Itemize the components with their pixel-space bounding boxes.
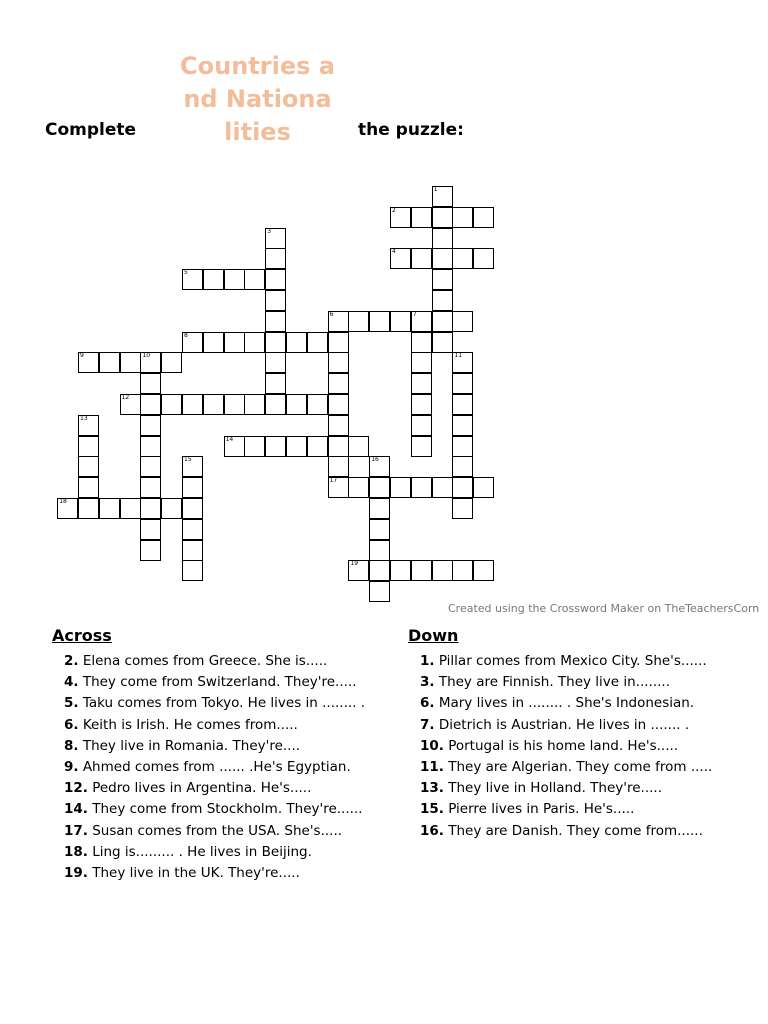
clue-text: Pierre lives in Paris. He's..... <box>443 801 635 818</box>
crossword-cell[interactable] <box>120 498 141 519</box>
crossword-cell[interactable] <box>265 373 286 394</box>
clue-number: 2 <box>392 206 396 214</box>
crossword-cell[interactable] <box>161 498 182 519</box>
clue-text: Susan comes from the USA. She's..... <box>87 822 343 839</box>
crossword-cell[interactable] <box>452 436 473 457</box>
clue-number: 10 <box>142 352 151 360</box>
crossword-cell[interactable] <box>452 415 473 436</box>
instruction-trail: the puzzle: <box>358 120 464 140</box>
across-clue <box>52 757 365 778</box>
crossword-cell[interactable] <box>473 248 494 269</box>
crossword-cell[interactable] <box>307 394 328 415</box>
crossword-cell[interactable] <box>203 394 224 415</box>
across-clue <box>52 693 365 714</box>
clue-number: 3 <box>267 227 272 235</box>
crossword-cell[interactable] <box>161 352 182 373</box>
crossword-cell[interactable] <box>328 352 349 373</box>
crossword-cell[interactable] <box>244 436 265 457</box>
clue-number: 8 <box>184 331 188 339</box>
clue-text: They are Finnish. They live in........ <box>434 674 671 691</box>
clue-number-label: 19. <box>64 864 88 881</box>
crossword-cell[interactable] <box>224 269 245 290</box>
crossword-cell[interactable] <box>411 415 432 436</box>
crossword-cell[interactable] <box>432 207 453 228</box>
clue-text: Mary lives in ........ . She's Indonesian. <box>434 695 695 712</box>
clue-number-label: 7. <box>420 716 435 733</box>
crossword-cell[interactable] <box>348 560 369 581</box>
crossword-cell[interactable] <box>286 436 307 457</box>
clue-number-label: 4. <box>64 674 79 691</box>
crossword-cell[interactable] <box>369 456 390 477</box>
crossword-cell[interactable] <box>78 352 99 373</box>
clue-number: 14 <box>225 435 234 443</box>
crossword-cell[interactable] <box>432 269 453 290</box>
crossword-cell[interactable] <box>328 456 349 477</box>
crossword-cell[interactable] <box>411 311 432 332</box>
crossword-cell[interactable] <box>224 436 245 457</box>
crossword-cell[interactable] <box>140 394 161 415</box>
crossword-cell[interactable] <box>99 352 120 373</box>
crossword-cell[interactable] <box>265 248 286 269</box>
crossword-cell[interactable] <box>203 269 224 290</box>
clue-text: Pillar comes from Mexico City. She's...... <box>434 653 707 669</box>
clue-number: 15 <box>184 456 192 464</box>
across-clue <box>52 778 365 799</box>
clue-number: 16 <box>371 456 379 464</box>
down-clue <box>408 693 712 714</box>
crossword-cell[interactable] <box>265 311 286 332</box>
across-clue <box>52 651 365 672</box>
across-clue <box>52 799 365 820</box>
across-clue-list <box>52 651 365 884</box>
crossword-cell[interactable] <box>432 248 453 269</box>
crossword-cell[interactable] <box>411 436 432 457</box>
down-clue <box>408 736 712 757</box>
crossword-cell[interactable] <box>328 394 349 415</box>
crossword-cell[interactable] <box>78 498 99 519</box>
clue-text: Pedro lives in Argentina. He's..... <box>87 780 312 797</box>
crossword-cell[interactable] <box>120 352 141 373</box>
clue-number: 6 <box>329 310 334 318</box>
crossword-cell[interactable] <box>140 498 161 519</box>
crossword-cell[interactable] <box>182 540 203 561</box>
clue-number: 5 <box>184 269 188 277</box>
crossword-cell[interactable] <box>411 477 432 498</box>
down-clue <box>408 778 712 799</box>
crossword-cell[interactable] <box>57 498 78 519</box>
clue-text: They come from Switzerland. They're..... <box>78 674 357 691</box>
crossword-cell[interactable] <box>411 560 432 581</box>
clue-number-label: 2. <box>64 653 79 669</box>
clue-text: They live in Romania. They're.... <box>78 737 301 754</box>
crossword-cell[interactable] <box>182 332 203 353</box>
crossword-cell[interactable] <box>390 207 411 228</box>
clue-number-label: 6. <box>64 716 79 733</box>
clue-text: Keith is Irish. He comes from..... <box>78 716 298 733</box>
crossword-cell[interactable] <box>452 560 473 581</box>
clue-text: They come from Stockholm. They're...... <box>87 801 363 818</box>
crossword-cell[interactable] <box>369 540 390 561</box>
crossword-cell[interactable] <box>78 415 99 436</box>
crossword-cell[interactable] <box>140 477 161 498</box>
clue-number-label: 5. <box>64 695 79 712</box>
clue-number-label: 18. <box>64 843 88 860</box>
crossword-cell[interactable] <box>265 269 286 290</box>
clue-text: Ahmed comes from ...... .He's Egyptian. <box>78 758 351 775</box>
crossword-cell[interactable] <box>140 456 161 477</box>
credit-text: Created using the Crossword Maker on TheTeachersCorn <box>448 602 760 615</box>
crossword-cell[interactable] <box>161 394 182 415</box>
crossword-cell[interactable] <box>432 332 453 353</box>
crossword-cell[interactable] <box>140 436 161 457</box>
across-clue <box>52 821 365 842</box>
crossword-cell[interactable] <box>348 311 369 332</box>
clue-number-label: 14. <box>64 801 88 818</box>
clue-number: 11 <box>454 352 463 360</box>
crossword-cell[interactable] <box>411 332 432 353</box>
crossword-cell[interactable] <box>78 477 99 498</box>
clue-text: Elena comes from Greece. She is..... <box>78 653 328 669</box>
crossword-cell[interactable] <box>411 207 432 228</box>
clue-number: 19 <box>350 560 359 568</box>
down-heading: Down <box>408 626 459 645</box>
crossword-cell[interactable] <box>432 560 453 581</box>
crossword-cell[interactable] <box>452 394 473 415</box>
crossword-cell[interactable] <box>328 477 349 498</box>
crossword-cell[interactable] <box>244 394 265 415</box>
page-title: Countries and Nationalities <box>180 52 335 146</box>
clue-text: Ling is......... . He lives in Beijing. <box>87 843 312 860</box>
crossword-cell[interactable] <box>411 352 432 373</box>
crossword-cell[interactable] <box>328 436 349 457</box>
crossword-cell[interactable] <box>265 332 286 353</box>
clue-text: They live in Holland. They're..... <box>443 780 663 797</box>
clue-text: Dietrich is Austrian. He lives in ....... . <box>434 716 690 733</box>
crossword-cell[interactable] <box>78 456 99 477</box>
crossword-cell[interactable] <box>140 373 161 394</box>
crossword-cell[interactable] <box>452 498 473 519</box>
across-heading: Across <box>52 626 112 645</box>
crossword-cell[interactable] <box>78 436 99 457</box>
clue-text: Taku comes from Tokyo. He lives in ........ . <box>78 695 366 712</box>
clue-number-label: 1. <box>420 653 435 669</box>
crossword-cell[interactable] <box>286 394 307 415</box>
crossword-cell[interactable] <box>328 332 349 353</box>
down-clue <box>408 821 712 842</box>
down-clue <box>408 715 712 736</box>
across-clues <box>52 626 365 884</box>
crossword-cell[interactable] <box>411 394 432 415</box>
clue-number-label: 6. <box>420 695 435 712</box>
crossword-cell[interactable] <box>390 248 411 269</box>
clue-number: 12 <box>121 394 130 401</box>
crossword-cell[interactable] <box>369 498 390 519</box>
crossword-cell[interactable] <box>140 415 161 436</box>
crossword-cell[interactable] <box>265 436 286 457</box>
clue-text: They live in the UK. They're..... <box>87 864 300 881</box>
clue-text: They are Danish. They come from...... <box>443 822 703 839</box>
crossword-cell[interactable] <box>452 373 473 394</box>
clue-text: They are Algerian. They come from ..... <box>443 758 713 775</box>
clue-number: 13 <box>80 414 88 422</box>
crossword-cell[interactable] <box>432 228 453 249</box>
crossword-cell[interactable] <box>244 332 265 353</box>
crossword-cell[interactable] <box>120 394 141 415</box>
crossword-cell[interactable] <box>432 186 453 207</box>
crossword-cell[interactable] <box>265 352 286 373</box>
instruction-lead: Complete <box>45 120 137 140</box>
crossword-cell[interactable] <box>224 394 245 415</box>
clue-number-label: 9. <box>64 758 79 775</box>
clue-number-label: 15. <box>420 801 444 818</box>
crossword-cell[interactable] <box>182 560 203 581</box>
crossword-cell[interactable] <box>265 394 286 415</box>
across-clue <box>52 842 365 863</box>
crossword-cell[interactable] <box>411 248 432 269</box>
crossword-cell[interactable] <box>307 332 328 353</box>
clue-number-label: 17. <box>64 822 88 839</box>
crossword-cell[interactable] <box>182 477 203 498</box>
crossword-cell[interactable] <box>328 415 349 436</box>
across-clue <box>52 863 365 884</box>
crossword-cell[interactable] <box>182 519 203 540</box>
crossword-cell[interactable] <box>369 477 390 498</box>
crossword-cell[interactable] <box>140 540 161 561</box>
crossword-cell[interactable] <box>369 560 390 581</box>
crossword-cell[interactable] <box>369 311 390 332</box>
across-clue <box>52 672 365 693</box>
crossword-cell[interactable] <box>265 228 286 249</box>
crossword-cell[interactable] <box>452 311 473 332</box>
clue-number-label: 11. <box>420 758 444 775</box>
crossword-cell[interactable] <box>265 290 286 311</box>
clue-number: 9 <box>80 352 84 360</box>
crossword-cell[interactable] <box>473 207 494 228</box>
crossword-cell[interactable] <box>328 311 349 332</box>
down-clue <box>408 651 712 672</box>
crossword-cell[interactable] <box>286 332 307 353</box>
crossword-cell[interactable] <box>473 477 494 498</box>
clue-number: 7 <box>412 310 417 318</box>
clue-number-label: 12. <box>64 780 88 797</box>
crossword-cell[interactable] <box>182 498 203 519</box>
crossword-cell[interactable] <box>390 311 411 332</box>
crossword-cell[interactable] <box>182 394 203 415</box>
clue-number-label: 10. <box>420 737 444 754</box>
crossword-cell[interactable] <box>452 352 473 373</box>
crossword-cell[interactable] <box>99 498 120 519</box>
clue-number: 1 <box>433 186 438 193</box>
down-clues <box>408 626 712 842</box>
clue-number-label: 3. <box>420 674 435 691</box>
credit-line <box>448 602 760 622</box>
crossword-cell[interactable] <box>348 477 369 498</box>
clue-number-label: 8. <box>64 737 79 754</box>
crossword-cell[interactable] <box>452 248 473 269</box>
crossword-cell[interactable] <box>432 290 453 311</box>
crossword-cell[interactable] <box>224 332 245 353</box>
clue-text: Portugal is his home land. He's..... <box>443 737 679 754</box>
crossword-cell[interactable] <box>390 560 411 581</box>
clue-number: 17 <box>329 477 338 485</box>
down-clue <box>408 799 712 820</box>
crossword-cell[interactable] <box>452 456 473 477</box>
crossword-cell[interactable] <box>369 581 390 602</box>
across-clue <box>52 715 365 736</box>
crossword-cell[interactable] <box>140 352 161 373</box>
down-clue <box>408 757 712 778</box>
crossword-cell[interactable] <box>182 456 203 477</box>
clue-number: 18 <box>59 498 67 505</box>
crossword-cell[interactable] <box>307 436 328 457</box>
crossword-cell[interactable] <box>348 436 369 457</box>
crossword-cell[interactable] <box>473 560 494 581</box>
crossword-cell[interactable] <box>432 311 453 332</box>
crossword-cell[interactable] <box>369 519 390 540</box>
crossword-cell[interactable] <box>182 269 203 290</box>
crossword-cell[interactable] <box>452 477 473 498</box>
down-clue <box>408 672 712 693</box>
down-clue-list <box>408 651 712 842</box>
crossword-cell[interactable] <box>244 269 265 290</box>
clue-number-label: 16. <box>420 822 444 839</box>
crossword-cell[interactable] <box>411 373 432 394</box>
across-clue <box>52 736 365 757</box>
crossword-cell[interactable] <box>432 477 453 498</box>
crossword-cell[interactable] <box>390 477 411 498</box>
crossword-cell[interactable] <box>203 332 224 353</box>
crossword-cell[interactable] <box>452 207 473 228</box>
clue-number: 4 <box>392 248 396 256</box>
clue-number-label: 13. <box>420 780 444 797</box>
crossword-cell[interactable] <box>140 519 161 540</box>
crossword-cell[interactable] <box>328 373 349 394</box>
